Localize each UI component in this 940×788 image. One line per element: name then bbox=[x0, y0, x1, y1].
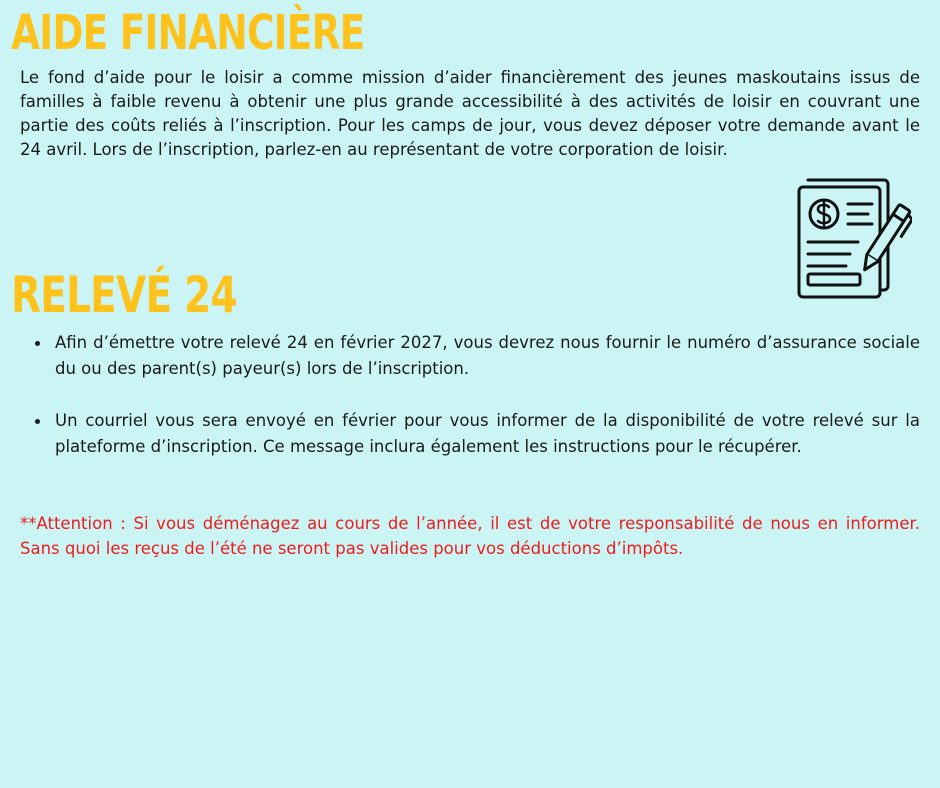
bullet-icon bbox=[35, 341, 40, 346]
list-item bbox=[20, 330, 920, 382]
aide-financiere-paragraph: Le fond d’aide pour le loisir a comme mission d’aider financièrement des jeunes maskoutains issus de familles à faible revenu à obtenir une plus grande accessibilité à des activités de loisir en couvrant une partie des coûts reliés à l’inscription. Pour les camps de jour, vous devez déposer votre demande avant le 24 avril. Lors de l’inscription, parlez-en au représentant de votre corporation de loisir. bbox=[20, 68, 920, 159]
heading-releve-24: RELEVÉ 24 bbox=[11, 266, 237, 324]
releve-bullet-list bbox=[20, 330, 920, 460]
bullet-icon bbox=[35, 419, 40, 424]
bullet-text: Un courriel vous sera envoyé en février pour vous informer de la disponibilité de votre relevé sur la plateforme d’inscription. Ce message inclura également les instructions pour le récupérer. bbox=[55, 411, 920, 456]
attention-notice: **Attention : Si vous déménagez au cours de l’année, il est de votre responsabilité de nous en informer. Sans quoi les reçus de l’été ne seront pas valides pour vos déductions d’impôts. bbox=[20, 514, 920, 558]
list-item bbox=[20, 408, 920, 460]
invoice-document-with-pen-icon bbox=[796, 176, 912, 302]
heading-aide-financiere: AIDE FINANCIÈRE bbox=[11, 5, 365, 61]
bullet-text: Afin d’émettre votre relevé 24 en février 2027, vous devrez nous fournir le numéro d’assurance sociale du ou des parent(s) payeur(s) lors de l’inscription. bbox=[55, 333, 920, 378]
